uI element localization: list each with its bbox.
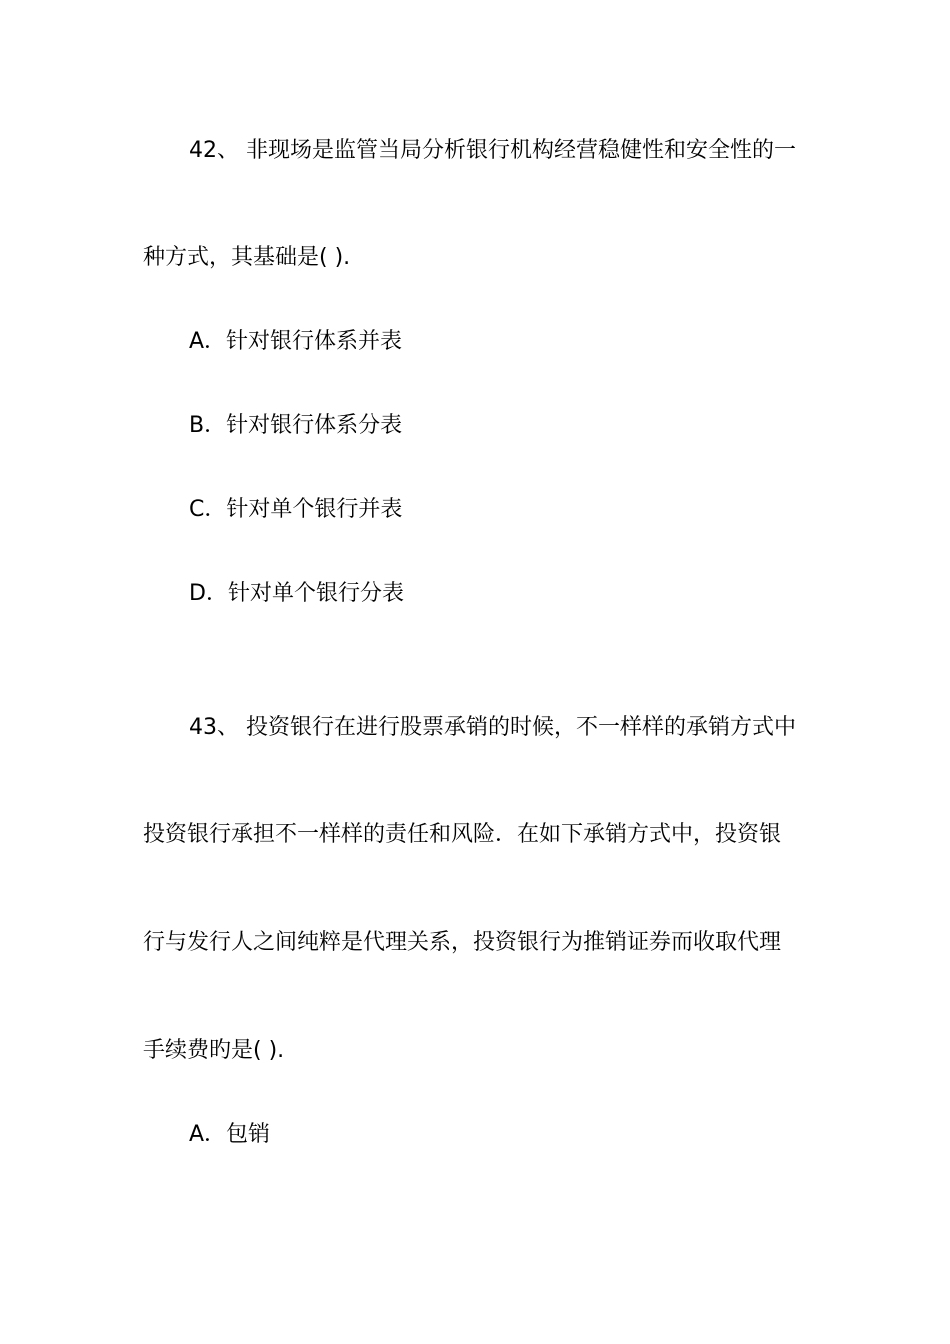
question-43-stem-line-3: 行与发行人之间纯粹是代理关系，投资银行为推销证券而收取代理 (143, 930, 782, 955)
question-43-stem-line-1: 43、 投资银行在进行股票承销的时候，不一样样的承销方式中 (189, 715, 796, 740)
question-43-stem-line-4: 手续费旳是( ). (143, 1038, 285, 1063)
question-42-option-b: B．针对银行体系分表 (189, 413, 403, 438)
question-43-option-a: A．包销 (189, 1122, 271, 1147)
question-42-option-d: D．针对单个银行分表 (189, 581, 404, 606)
question-43-stem-line-2: 投资银行承担不一样样的责任和风险．在如下承销方式中，投资银 (143, 822, 782, 847)
question-42-stem-line-2: 种方式，其基础是( ). (143, 245, 351, 270)
question-42-option-a: A．针对银行体系并表 (189, 329, 403, 354)
question-42-option-c: C．针对单个银行并表 (189, 497, 403, 522)
question-42-stem-line-1: 42、 非现场是监管当局分析银行机构经营稳健性和安全性的一 (189, 138, 796, 163)
